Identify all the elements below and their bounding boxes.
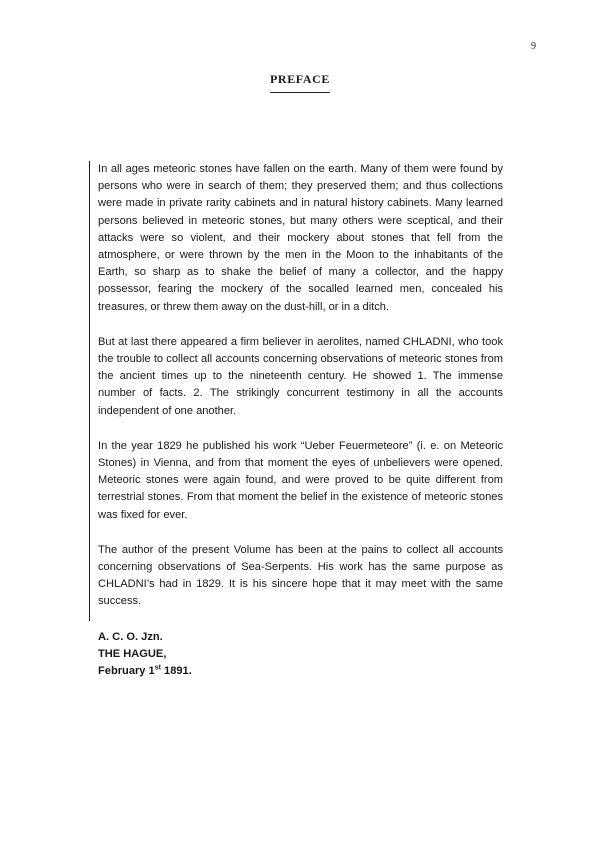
- paragraph-3: In the year 1829 he published his work “Ueber Feuermeteore” (i. e. on Meteoric Stones) in Vienna, and from that moment the eyes of unbelievers were opened. Meteoric stones were again found, and were proved to be quite different from terrestrial stones. From that moment the belief in the existence of meteoric stones was fixed for ever.: [98, 439, 503, 521]
- paragraph-4: The author of the present Volume has been at the pains to collect all accounts concerning observations of Sea-Serpents. His work has the same purpose as CHLADNI’s had in 1829. It is his sincere hope that it may meet with the same success.: [98, 543, 503, 608]
- paragraph-1: In all ages meteoric stones have fallen on the earth. Many of them were found by persons who were in search of them; they preserved them; and thus collections were made in private rarity cabinets and in natural history cabinets. Many learned persons believed in meteoric stones, but many others were sceptical, and their attacks were so violent, and their mockery about stones that fell from the atmosphere, or were thrown by the men in the Moon to the inhabitants of the Earth, so sharp as to shake the belief of many a collector, and the happy possessor, fearing the mockery of the socalled learned men, concealed his treasures, or threw them away on the dust-hill, or in a ditch.: [98, 163, 503, 313]
- title-wrap: [0, 70, 600, 93]
- page-number: 9: [531, 41, 536, 52]
- page-title: PREFACE: [270, 72, 330, 93]
- preface-body: [89, 161, 503, 678]
- signature-date-year: 1891.: [160, 665, 192, 678]
- signature-place: THE HAGUE,: [98, 647, 167, 660]
- signature-date-suffix: st: [154, 664, 161, 672]
- signature-block: [98, 629, 503, 681]
- signature-date: [98, 663, 503, 680]
- signature-author: A. C. O. Jzn.: [98, 630, 163, 643]
- signature-date-prefix: February 1: [98, 665, 155, 678]
- paragraph-2: But at last there appeared a firm believer in aerolites, named CHLADNI, who took the trouble to collect all accounts concerning observations of meteoric stones from the ancient times up to the nineteenth century. He showed 1. The immense number of facts. 2. The strikingly concurrent testimony in all the accounts independent of one another.: [98, 335, 503, 417]
